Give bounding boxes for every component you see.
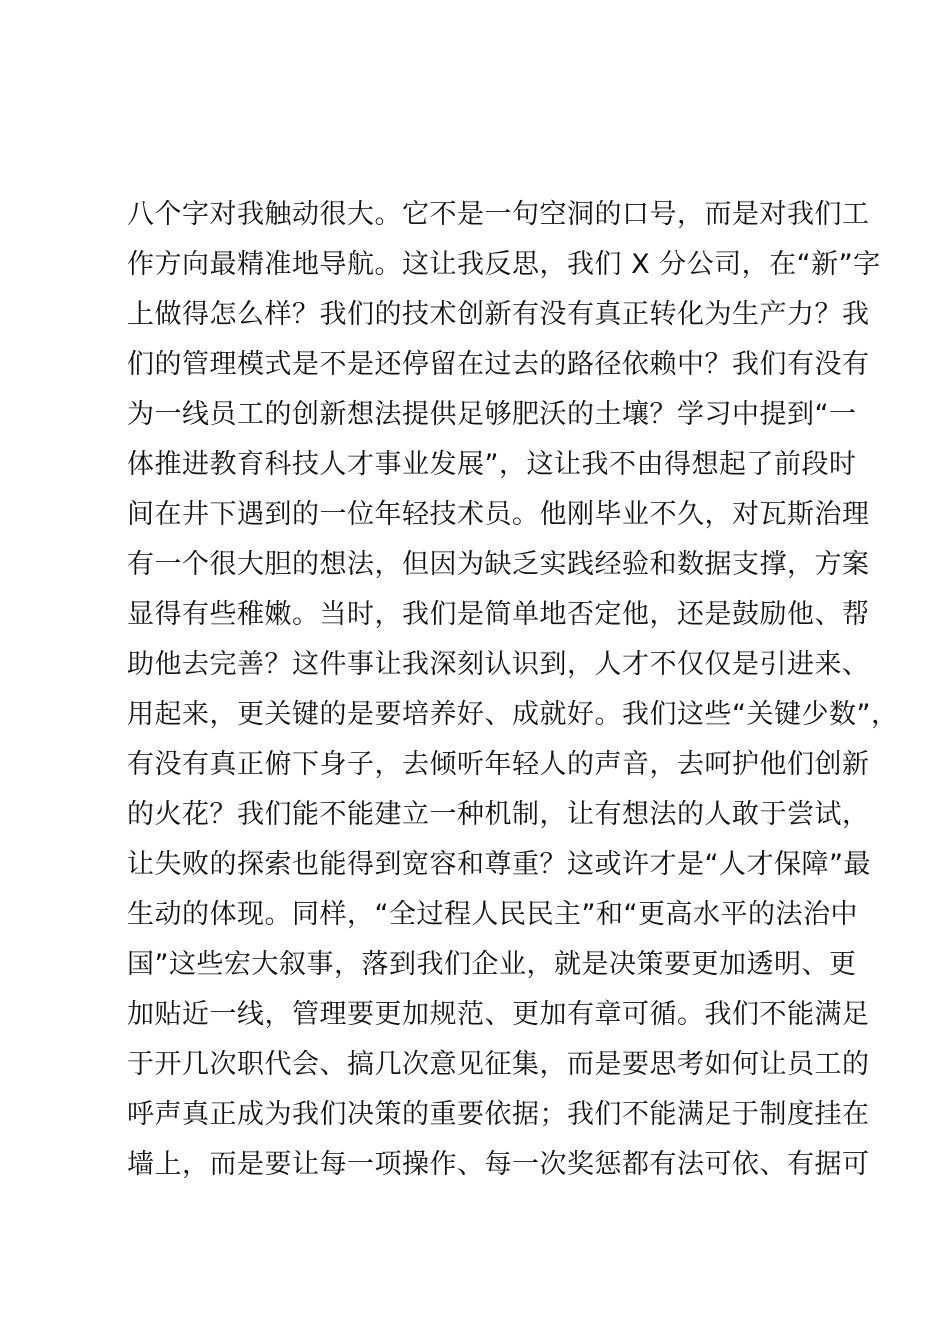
text-line: 呼声真正成为我们决策的重要依据；我们不能满足于制度挂在	[127, 1099, 870, 1130]
text-line: 墙上，而是要让每一项操作、每一次奖惩都有法可依、有据可	[127, 1149, 870, 1180]
text-line: 间在井下遇到的一位年轻技术员。他刚毕业不久，对瓦斯治理	[127, 499, 870, 530]
text-line: 让失败的探索也能得到宽容和尊重？这或许才是“人才保障”最	[127, 849, 871, 880]
text-line: 体推进教育科技人才事业发展”，这让我不由得想起了前段时	[127, 449, 857, 480]
text-line: 有一个很大胆的想法，但因为缺乏实践经验和数据支撑，方案	[127, 549, 870, 580]
body-paragraph	[127, 190, 899, 1190]
text-line: 助他去完善？这件事让我深刻认识到，人才不仅仅是引进来、	[127, 649, 870, 680]
text-line: 于开几次职代会、搞几次意见征集，而是要思考如何让员工的	[127, 1049, 870, 1080]
text-line: 国”这些宏大叙事，落到我们企业，就是决策要更加透明、更	[127, 949, 857, 980]
text-line: 用起来，更关键的是要培养好、成就好。我们这些“关键少数”，	[127, 699, 899, 730]
text-line: 上做得怎么样？我们的技术创新有没有真正转化为生产力？我	[127, 299, 870, 330]
text-line: 有没有真正俯下身子，去倾听年轻人的声音，去呵护他们创新	[127, 749, 870, 780]
text-line: 们的管理模式是不是还停留在过去的路径依赖中？我们有没有	[127, 349, 870, 380]
text-line: 为一线员工的创新想法提供足够肥沃的土壤？学习中提到“一	[127, 399, 857, 430]
text-line: 作方向最精准地导航。这让我反思，我们 X 分公司，在“新”字	[127, 249, 881, 280]
text-line: 八个字对我触动很大。它不是一句空洞的口号，而是对我们工	[127, 199, 870, 230]
text-line: 生动的体现。同样，“全过程人民民主”和“更高水平的法治中	[127, 899, 858, 930]
text-line: 的火花？我们能不能建立一种机制，让有想法的人敢于尝试，	[127, 799, 870, 830]
text-line: 显得有些稚嫩。当时，我们是简单地否定他，还是鼓励他、帮	[127, 599, 870, 630]
text-line: 加贴近一线，管理要更加规范、更加有章可循。我们不能满足	[127, 999, 870, 1030]
